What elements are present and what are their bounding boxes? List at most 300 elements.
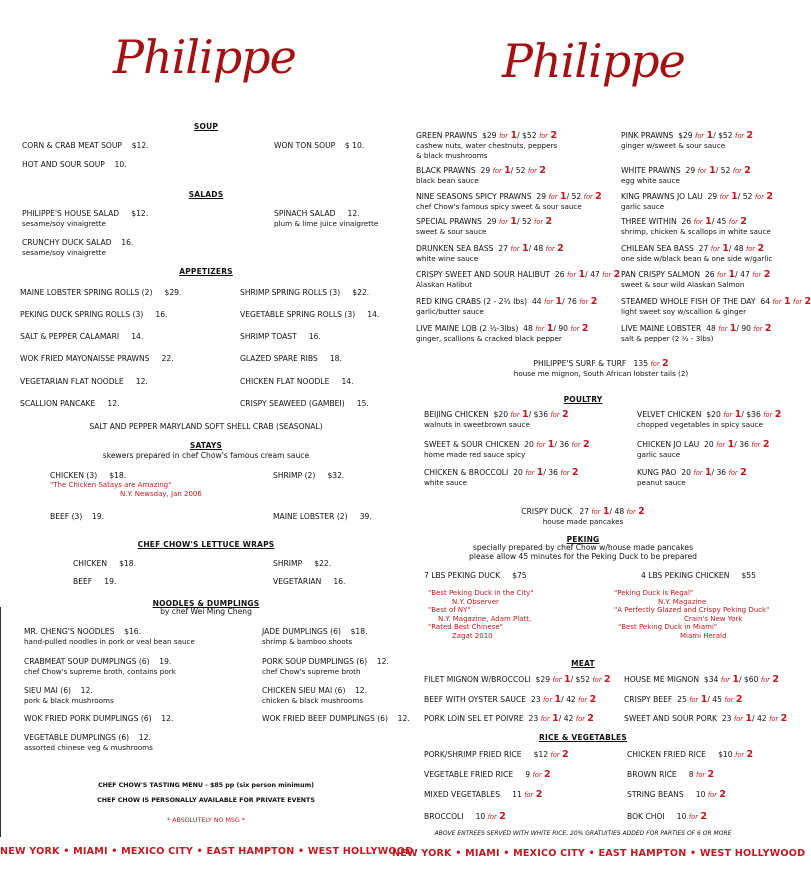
menu-item: VEGETARIAN 16. — [273, 577, 346, 586]
menu-item: SHRIMP TOAST 16. — [240, 332, 321, 341]
menu-item — [424, 571, 527, 581]
price-tag: 2 — [719, 789, 726, 800]
price-tag: for — [693, 218, 703, 226]
price-tag: $29 — [535, 675, 551, 684]
price-tag: 64 — [760, 297, 771, 306]
price: / 36 — [711, 468, 727, 477]
price: / 47 — [735, 270, 750, 279]
price-tag: for — [735, 132, 745, 140]
item-name: THREE WITHIN — [621, 217, 677, 226]
peking-quote: N.Y. Magazine — [658, 597, 707, 606]
price: / 42 — [752, 714, 767, 723]
price-tag: 1 — [783, 296, 791, 307]
item-name: BLACK PRAWNS — [416, 166, 476, 175]
cities-footer-left: NEW YORK • MIAMI • MEXICO CITY • EAST HAMPTON • WEST HOLLYWOOD — [0, 846, 414, 857]
price-tag: for — [719, 193, 729, 201]
menu-item: CRABMEAT SOUP DUMPLINGS (6) 19. chef Chow's supreme broth, contains pork — [24, 657, 176, 676]
price-tag: 2 — [589, 694, 597, 705]
price-tag: 1 — [547, 439, 555, 450]
price: / 90 — [736, 324, 751, 333]
philippe-logo-left: Philippe — [113, 30, 296, 84]
menu-item — [416, 166, 546, 186]
menu-item — [424, 468, 579, 488]
price: / 47 — [585, 270, 600, 279]
item-description: garlic sauce — [637, 450, 681, 459]
price-tag: for — [745, 245, 756, 253]
price-tag: 2 — [561, 409, 569, 420]
price-tag: 20 — [681, 468, 691, 477]
menu-item: MAINE LOBSTER SPRING ROLLS (2) $29. — [20, 288, 182, 297]
item-name: CHILEAN SEA BASS — [621, 244, 694, 253]
noodles-header: NOODLES & DUMPLINGS — [152, 599, 260, 608]
price-tag: 1 — [602, 506, 610, 517]
item-description: ginger, scallions & cracked black pepper — [416, 334, 562, 343]
menu-item: SHRIMP (2) $32. — [273, 471, 345, 480]
item-description: one side w/black bean & one side w/garlic — [621, 254, 773, 263]
price-tag: 48 — [706, 324, 716, 333]
no-msg-note: * ABSOLUTELY NO MSG * — [167, 817, 245, 824]
menu-item — [621, 297, 811, 317]
price-tag: for — [542, 696, 553, 704]
price-tag: for — [545, 245, 555, 253]
price: / 36 — [734, 440, 749, 449]
item-description: garlic sauce — [621, 202, 665, 211]
item-name: PORK LOIN SEL ET POIVRE — [424, 714, 524, 723]
price-tag: 1 — [706, 130, 714, 141]
menu-item: CHICKEN SIEU MAI (6) 12. chicken & black mushrooms — [262, 686, 368, 705]
price-tag: 2 — [707, 769, 715, 780]
menu-item — [621, 244, 772, 264]
price-tag: 2 — [804, 296, 811, 307]
salads-header: SALADS — [188, 190, 224, 199]
menu-item: PHILIPPE'S HOUSE SALAD $12. sesame/soy vinaigrette — [22, 209, 149, 228]
price: 135 — [633, 359, 649, 368]
price-tag: 2 — [735, 694, 743, 705]
price-tag: 48 — [523, 324, 533, 333]
price-tag: for — [527, 167, 537, 175]
price-tag: 27 — [698, 244, 709, 253]
item-name: CRISPY DUCK — [521, 507, 573, 516]
menu-item: MR. CHENG'S NOODLES $16. hand-pulled noodles in pork or veal bean sauce — [24, 627, 195, 646]
price-tag: 1 — [552, 713, 559, 724]
item-description: white sauce — [424, 478, 468, 487]
price: / 42 — [558, 714, 574, 723]
menu-item — [424, 750, 569, 760]
menu-item: SHRIMP $22. — [273, 559, 332, 568]
price-tag: 2 — [613, 269, 621, 280]
menu-item — [637, 410, 781, 430]
price-tag: 1 — [729, 323, 737, 334]
price-tag: for — [723, 411, 733, 419]
menu-item — [621, 166, 751, 186]
menu-item: VEGETABLE SPRING ROLLS (3) 14. — [240, 310, 380, 319]
item-description: house made pancakes — [542, 517, 624, 526]
menu-item — [624, 695, 743, 705]
price-tag: for — [534, 218, 544, 226]
price: 9 — [525, 770, 531, 779]
price-tag: for — [544, 298, 554, 306]
menu-item: CORN & CRAB MEAT SOUP $12. — [22, 141, 149, 150]
noodles-subtitle: by chef Wei Ming Cheng — [160, 607, 252, 616]
price-tag: 26 — [681, 217, 692, 226]
price-tag: 1 — [745, 713, 753, 724]
price-tag: 2 — [700, 811, 707, 822]
price-tag: 2 — [587, 713, 594, 724]
menu-item — [627, 812, 707, 822]
item-name: GREEN PRAWNS — [416, 131, 478, 140]
price-tag: for — [724, 696, 734, 704]
price-tag: for — [707, 791, 717, 799]
peking-quote: "Peking Duck is Regal" — [614, 589, 694, 597]
price: 10 — [676, 812, 687, 821]
menu-item — [624, 714, 787, 724]
price-tag: for — [570, 325, 580, 333]
price-tag: for — [733, 715, 743, 723]
price-tag: for — [769, 715, 779, 723]
price-tag: 27 — [498, 244, 509, 253]
menu-item — [627, 770, 714, 780]
meat-header: MEAT — [571, 659, 595, 668]
menu-item: WOK FRIED MAYONAISSE PRAWNS 22. — [20, 354, 174, 363]
price-tag: $29 — [482, 131, 497, 140]
price-tag: for — [728, 469, 738, 477]
menu-item: SPINACH SALAD 12. plum & lime juice vinaigrette — [274, 209, 379, 228]
item-name: LIVE MAINE LOB (2 ½-3lbs) — [416, 324, 519, 333]
price-tag: for — [717, 271, 727, 279]
price-tag: for — [689, 696, 699, 704]
menu-item — [424, 714, 594, 724]
item-description: white wine sauce — [416, 254, 479, 263]
menu-item: PEKING DUCK SPRING ROLLS (3) 16. — [20, 310, 168, 319]
item-name: BEEF WITH OYSTER SAUCE — [424, 695, 527, 704]
price-tag: for — [793, 298, 803, 306]
price-tag: for — [728, 218, 738, 226]
peking-quote: Crain's New York — [684, 614, 743, 623]
price-tag: for — [753, 325, 763, 333]
item-description: black bean sauce — [416, 176, 479, 185]
price-tag: 2 — [539, 165, 546, 176]
item-description: house me mignon, South African lobster tails (2) — [513, 369, 689, 378]
peking-quote: "Best Peking Duck in the City" — [428, 589, 534, 597]
item-name: KUNG PAO — [637, 468, 677, 477]
menu-item — [424, 440, 590, 460]
price-tag: 20 — [513, 468, 523, 477]
price-tag: 29 — [536, 192, 547, 201]
price-tag: 2 — [746, 130, 754, 141]
price-tag: for — [763, 411, 773, 419]
item-name: NINE SEASONS SPICY PRAWNS — [416, 192, 532, 201]
item-name: LIVE MAINE LOBSTER — [621, 324, 702, 333]
price-tag: for — [525, 469, 535, 477]
peking-quote: N.Y. Magazine, Adam Platt, — [438, 614, 532, 623]
menu-item: BEEF 19. — [73, 577, 117, 586]
item-name: BROWN RICE — [627, 770, 677, 779]
poultry-header: POULTRY — [563, 395, 603, 404]
price-tag: for — [579, 298, 589, 306]
price-tag: for — [510, 411, 520, 419]
price-tag: for — [524, 791, 534, 799]
price-tag: 2 — [740, 467, 747, 478]
peking-note: specially prepared by chef Chow w/house made pancakes — [472, 543, 694, 552]
price: / 36 — [543, 468, 558, 477]
item-description: light sweet soy w/scallion & ginger — [621, 307, 747, 316]
price-tag: $20 — [706, 410, 721, 419]
price: / 45 — [707, 695, 722, 704]
item-name: CRISPY BEEF — [624, 695, 673, 704]
menu-item: BEEF (3) 19. — [50, 512, 105, 521]
item-description: Alaskan Halibut — [416, 280, 473, 289]
item-name: HOUSE ME MIGNON — [624, 675, 700, 684]
appetizers-header: APPETIZERS — [179, 267, 233, 276]
price: / $52 — [570, 675, 591, 684]
menu-item — [621, 270, 770, 290]
peking-quote: Miami Herald — [680, 631, 727, 640]
peking-quote: "Best of NY" — [428, 606, 471, 614]
price-tag: 2 — [535, 789, 543, 800]
price-tag: 29 — [486, 217, 497, 226]
price: 10 — [475, 812, 486, 821]
tasting-menu-note: CHEF CHOW'S TASTING MENU - $85 pp (six person minimum) — [97, 782, 315, 789]
price-tag: 20 — [524, 440, 534, 449]
item-name: BOK CHOI — [627, 812, 665, 821]
price-tag: for — [694, 132, 705, 140]
menu-item — [627, 790, 726, 800]
price-tag: for — [752, 271, 762, 279]
menu-item — [424, 695, 596, 705]
price: $12 — [533, 750, 549, 759]
item-name: RED KING CRABS (2 - 2½ lbs) — [416, 297, 528, 306]
price: / 52 — [510, 166, 526, 175]
price-tag: for — [650, 360, 660, 368]
peking-quote: "A Perfectly Glazed and Crispy Peking Duck" — [614, 606, 770, 614]
price-tag: 1 — [734, 409, 742, 420]
price: $10 — [718, 750, 733, 759]
item-name: STRING BEANS — [627, 790, 684, 799]
price-tag: for — [571, 441, 581, 449]
price-tag: 26 — [554, 270, 565, 279]
price-tag: 2 — [774, 409, 782, 420]
price-tag: for — [566, 271, 577, 279]
menu-item: CRUNCHY DUCK SALAD 16. sesame/soy vinaigrette — [22, 238, 134, 257]
price: $75 — [512, 571, 527, 580]
price-tag: for — [732, 167, 742, 175]
price: / $36 — [528, 410, 549, 419]
price-tag: 2 — [763, 269, 771, 280]
menu-item — [416, 131, 557, 161]
price-tag: 2 — [603, 674, 611, 685]
price: / 76 — [562, 297, 577, 306]
price-tag: 2 — [780, 713, 788, 724]
item-name: PAN CRISPY SALMON — [621, 270, 701, 279]
price-tag: for — [498, 132, 509, 140]
menu-item: CHICKEN (3) $18. — [50, 471, 127, 480]
menu-item — [424, 410, 569, 430]
price-tag: 29 — [685, 166, 696, 175]
item-description: garlic/butter sauce — [416, 307, 484, 316]
price-tag: 44 — [531, 297, 542, 306]
price-tag: 1 — [559, 191, 567, 202]
menu-item — [424, 770, 551, 780]
price-tag: 2 — [766, 191, 773, 202]
menu-item — [621, 324, 772, 344]
price: / 52 — [566, 192, 582, 201]
price: 10 — [695, 790, 706, 799]
price-tag: 1 — [705, 216, 712, 227]
price-tag: 2 — [571, 467, 579, 478]
item-name: STEAMED WHOLE FISH OF THE DAY — [621, 297, 756, 306]
price-tag: 20 — [704, 440, 714, 449]
item-description: & black mushrooms — [416, 151, 488, 160]
menu-item: SHRIMP SPRING ROLLS (3) $22. — [240, 288, 370, 297]
menu-item: CRISPY SEAWEED (GAMBEI) 15. — [240, 399, 369, 408]
item-description: chopped vegetables in spicy sauce — [637, 420, 763, 429]
price-tag: for — [760, 676, 770, 684]
price-tag: 2 — [545, 216, 553, 227]
menu-item — [424, 790, 542, 800]
price: / 48 — [609, 507, 625, 516]
price-tag: 1 — [521, 409, 529, 420]
satays-header: SATAYS — [189, 441, 223, 450]
price-tag: for — [697, 167, 707, 175]
price-tag: 2 — [744, 165, 751, 176]
price-tag: for — [550, 751, 560, 759]
peking-note: please allow 45 minutes for the Peking Duck to be prepared — [469, 552, 697, 561]
soup-header: SOUP — [193, 122, 219, 131]
price-tag: $29 — [678, 131, 693, 140]
cities-footer-right: NEW YORK • MIAMI • MEXICO CITY • EAST HAMPTON • WEST HOLLYWOOD — [392, 848, 806, 859]
menu-item — [424, 675, 611, 685]
price-tag: for — [583, 193, 593, 201]
price-tag: 23 — [528, 714, 539, 723]
price-tag: 1 — [510, 130, 518, 141]
price-tag: 2 — [757, 243, 765, 254]
price-tag: for — [536, 441, 546, 449]
menu-item: WOK FRIED PORK DUMPLINGS (6) 12. — [24, 714, 174, 723]
price-tag: for — [540, 715, 550, 723]
item-name: BEIJING CHICKEN — [424, 410, 489, 419]
price-tag: 1 — [728, 269, 736, 280]
price-tag: for — [575, 715, 585, 723]
satay-quote-source: N.Y. Newsday, Jan 2006 — [120, 490, 202, 498]
price-tag: 2 — [638, 506, 645, 517]
item-description: shrimp, chicken & scallops in white sauce — [621, 227, 771, 236]
rice-vegetables-header: RICE & VEGETABLES — [539, 733, 627, 742]
price-tag: 2 — [661, 358, 669, 369]
price-tag: 29 — [707, 192, 718, 201]
price-tag: 1 — [521, 243, 529, 254]
menu-item — [621, 131, 753, 151]
price: / 36 — [554, 440, 570, 449]
price-tag: 1 — [722, 243, 729, 254]
price-tag: for — [487, 813, 497, 821]
item-name: BROCCOLI — [424, 812, 464, 821]
price-tag: 1 — [700, 694, 708, 705]
price-tag: for — [710, 245, 720, 253]
item-name: VEGETABLE FRIED RICE — [424, 770, 514, 779]
item-name: VELVET CHICKEN — [637, 410, 702, 419]
price-tag: for — [591, 508, 601, 516]
item-name: 7 LBS PEKING DUCK — [424, 571, 501, 580]
price-tag: for — [720, 676, 730, 684]
price-tag: for — [716, 441, 726, 449]
menu-item — [641, 571, 756, 581]
menu-item — [416, 192, 602, 212]
price-tag: for — [535, 325, 545, 333]
price-tag: for — [735, 751, 745, 759]
price-tag: for — [548, 193, 558, 201]
menu-item: SIEU MAI (6) 12. pork & black mushrooms — [24, 686, 114, 705]
menu-item — [637, 468, 747, 488]
price: / $52 — [517, 131, 537, 140]
lettuce-wraps-header: CHEF CHOW'S LETTUCE WRAPS — [137, 540, 275, 549]
price-tag: 2 — [557, 243, 564, 254]
soft-shell-crab-special: SALT AND PEPPER MARYLAND SOFT SHELL CRAB (SEASONAL) — [89, 422, 323, 431]
price-tag: 1 — [727, 439, 735, 450]
price-tag: for — [552, 676, 562, 684]
price-tag: $20 — [493, 410, 509, 419]
price: 27 — [579, 507, 589, 516]
price: / $52 — [713, 131, 733, 140]
price: / $36 — [741, 410, 761, 419]
price-tag: 25 — [677, 695, 687, 704]
price-tag: 1 — [555, 296, 563, 307]
price: 11 — [512, 790, 522, 799]
price: / 90 — [553, 324, 568, 333]
price-tag: for — [718, 325, 728, 333]
satay-quote: "The Chicken Satays are Amazing" — [50, 481, 172, 489]
item-name: CHICKEN FRIED RICE — [627, 750, 706, 759]
item-name: 4 LBS PEKING CHICKEN — [641, 571, 730, 580]
price-tag: 2 — [764, 323, 772, 334]
menu-item — [402, 507, 764, 527]
menu-item: JADE DUMPLINGS (6) $18. shrimp & bamboo shoots — [262, 627, 368, 646]
item-description: egg white sauce — [621, 176, 680, 185]
menu-item — [624, 675, 779, 685]
price-tag: 2 — [581, 323, 589, 334]
item-name: PINK PRAWNS — [621, 131, 674, 140]
menu-item — [627, 750, 753, 760]
item-name: SPECIAL PRAWNS — [416, 217, 482, 226]
price-tag: 2 — [499, 811, 506, 822]
price-tag: 2 — [772, 674, 779, 685]
item-name: MIXED VEGETABLES — [424, 790, 501, 799]
price-tag: 1 — [704, 467, 712, 478]
price-tag: for — [492, 167, 502, 175]
price: / 52 — [516, 217, 532, 226]
price: / $60 — [738, 675, 759, 684]
price-tag: for — [532, 771, 542, 779]
price-tag: for — [560, 469, 570, 477]
price-tag: 1 — [732, 674, 739, 685]
item-description: home made red sauce spicy — [424, 450, 526, 459]
price-tag: 2 — [590, 296, 598, 307]
price-tag: 1 — [536, 467, 544, 478]
price-tag: for — [510, 245, 520, 253]
price: $55 — [741, 571, 756, 580]
price-tag: for — [538, 132, 549, 140]
price-tag: for — [754, 193, 764, 201]
item-name: SWEET AND SOUR PORK — [624, 714, 717, 723]
price-tag: for — [626, 508, 636, 516]
item-name: SWEET & SOUR CHICKEN — [424, 440, 520, 449]
price-tag: for — [751, 441, 761, 449]
menu-item: PORK SOUP DUMPLINGS (6) 12. chef Chow's supreme broth — [262, 657, 389, 676]
price-tag: 1 — [510, 216, 517, 227]
price-tag: for — [592, 676, 602, 684]
peking-quote: Zagat 2010 — [452, 631, 493, 640]
price-tag: for — [688, 813, 698, 821]
menu-item: GLAZED SPARE RIBS 18. — [240, 354, 342, 363]
